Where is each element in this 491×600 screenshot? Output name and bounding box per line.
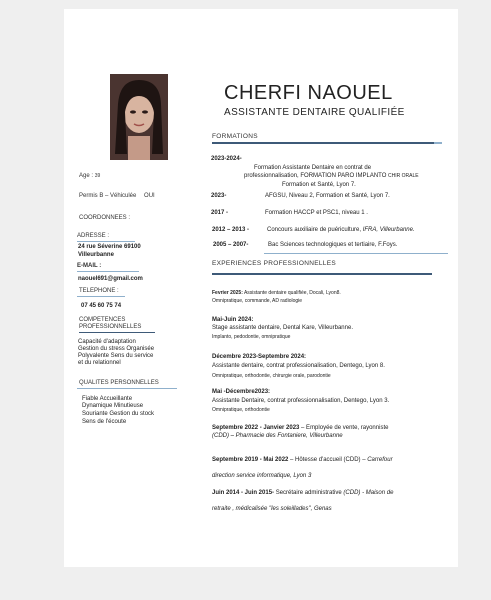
experience-date: Septembre 2022 - Janvier 2023 — [212, 425, 300, 431]
age-label: Age : — [79, 173, 94, 179]
formation-text: Formation et Santé, Lyon 7. — [282, 182, 356, 188]
experience-detail: retraite , médicalisée "les soleillades", Genas — [212, 506, 332, 512]
experience-date: Décembre 2023-Septembre 2024: — [212, 354, 307, 360]
experience-date: Mai -Décembre2023: — [212, 389, 271, 395]
portrait-image — [110, 74, 168, 160]
experience-date: Juin 2014 - Juin 2015- — [212, 490, 275, 496]
experience-detail: Omnipratique, commande, AD radiologie — [212, 298, 303, 304]
formation-year: 2023-2024- — [211, 156, 242, 162]
experience-date: Fevrier 2025: — [212, 290, 243, 296]
qualites-heading: QUALITES PERSONNELLES — [79, 380, 159, 386]
formations-heading: FORMATIONS — [212, 133, 258, 140]
qual-line: Dynamique Minutieuse — [82, 403, 144, 409]
candidate-name: CHERFI NAOUEL — [224, 82, 393, 104]
job-title: ASSISTANTE DENTAIRE QUALIFIÉE — [224, 107, 405, 118]
formation-text-part: CHIR ORALE — [388, 173, 419, 179]
comp-line: Polyvalente Sens du service — [78, 353, 154, 359]
tel-label: TELEPHONE : — [79, 288, 119, 294]
comp-line: Gestion du stress Organisée — [78, 346, 155, 352]
resume-page — [64, 9, 458, 567]
experience-role: Secrétaire administrative — [274, 490, 344, 496]
divider — [77, 241, 135, 242]
formation-text-part: professionnalisation, FORMATION PARO IMPLANTO — [244, 173, 387, 179]
comp-line: et du relationnel — [78, 360, 121, 366]
experience-detail: Implanto, pedodontie, omnipratique — [212, 334, 291, 340]
section-bar-accent — [434, 142, 442, 144]
experience-detail: Omnipratique, orthodontie, chirurgie orale, parodontie — [212, 373, 331, 379]
competences-heading-l1: COMPETENCES — [79, 317, 126, 323]
comp-line: Capacité d'adaptation — [78, 339, 136, 345]
section-bar — [212, 273, 432, 275]
experience-role: Stage assistante dentaire, Dental Kare, Villeurbanne. — [212, 325, 353, 331]
experience-date: Mai-Juin 2024: — [212, 317, 254, 323]
experience-title — [212, 290, 341, 296]
age-value: 39 — [94, 173, 101, 179]
permis-value: OUI — [144, 193, 155, 199]
permis-row — [79, 193, 155, 199]
experience-date: Septembre 2019 - Mai 2022 — [212, 457, 289, 463]
age-row — [79, 173, 100, 179]
experience-title — [212, 490, 393, 496]
divider — [264, 253, 448, 254]
qual-line: Fiable Accueillante — [82, 396, 133, 402]
coordonnees-heading: COORDONNEES : — [79, 215, 131, 221]
adresse-label: ADRESSE : — [77, 233, 110, 239]
experience-role: Assistante Dentaire, contrat professionnalisation, Dentego, Lyon 3. — [212, 398, 390, 404]
experience-detail: Omnipratique, orthodontie — [212, 407, 270, 413]
experience-detail: (CDD) – Pharmacie des Fontaniere, Villeurbanne — [212, 433, 343, 439]
divider — [79, 332, 155, 333]
qual-line: Sens de l'écoute — [82, 419, 127, 425]
formation-text: Formation HACCP et PSC1, niveau 1 . — [265, 210, 368, 216]
formation-year: 2017 - — [211, 210, 229, 216]
experience-title — [212, 425, 388, 431]
section-bar — [212, 142, 434, 144]
divider — [77, 271, 139, 272]
experience-title — [212, 457, 393, 463]
adresse-line1: 24 rue Séverine 69100 — [78, 244, 141, 250]
experience-company: (CDD) - Maison de — [343, 490, 394, 496]
formation-year: 2005 – 2007- — [213, 242, 249, 248]
email-label: E-MAIL : — [77, 263, 102, 269]
adresse-line2: Villeurbanne — [78, 252, 114, 258]
formation-text-part: IFRA, Villeurbanne. — [362, 227, 415, 233]
experience-company: Carrefour — [367, 457, 393, 463]
experience-detail: direction service informatique, Lyon 3 — [212, 473, 312, 479]
permis-label: Permis B – Véhiculée — [79, 193, 137, 199]
formation-year: 2023- — [211, 193, 227, 199]
formation-year: 2012 – 2013 - — [212, 227, 250, 233]
experience-role: Assistante dentaire qualifiée, Docali, Lyon8. — [242, 290, 341, 296]
competences-heading-l2: PROFESSIONNELLES — [79, 324, 142, 330]
email-value[interactable]: naouel691@gmail.com — [78, 276, 143, 282]
profile-photo — [110, 74, 168, 160]
experience-role: – Employée de vente, rayonniste — [299, 425, 389, 431]
divider — [77, 388, 177, 389]
experience-role: – Hôtesse d'accueil (CDD) – — [288, 457, 368, 463]
formation-text: Formation Assistante Dentaire en contrat de — [254, 165, 372, 171]
qual-line: Souriante Gestion du stock — [82, 411, 155, 417]
formation-text-part: Concours auxiliaire de puériculture, — [267, 227, 363, 233]
divider — [77, 296, 125, 297]
tel-value[interactable]: 07 45 60 75 74 — [81, 303, 122, 309]
formation-text — [267, 227, 415, 233]
formation-text: AFGSU, Niveau 2, Formation et Santé, Lyon 7. — [265, 193, 390, 199]
formation-text — [244, 173, 419, 179]
experiences-heading: EXPERIENCES PROFESSIONNELLES — [212, 260, 336, 267]
formation-text: Bac Sciences technologiques et tertiaire, F.Foys. — [268, 242, 398, 248]
experience-role: Assistante dentaire, contrat professionalisation, Dentego, Lyon 8. — [212, 363, 385, 369]
